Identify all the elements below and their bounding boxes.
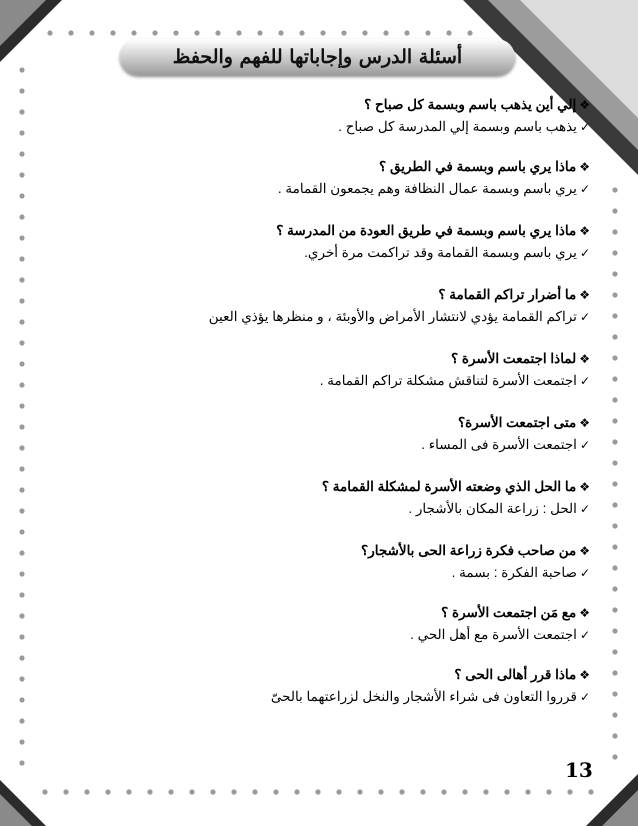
question-text: من صاحب فكرة زراعة الحى بالأشجار؟ bbox=[361, 543, 577, 558]
border-dot bbox=[483, 789, 488, 794]
border-dot bbox=[19, 550, 24, 555]
border-dot bbox=[612, 292, 617, 297]
border-dot bbox=[19, 508, 24, 513]
border-dot bbox=[612, 187, 617, 192]
question-line bbox=[60, 348, 590, 370]
answer-line bbox=[60, 624, 590, 646]
border-dot bbox=[19, 634, 24, 639]
border-dot bbox=[110, 30, 115, 35]
question-line bbox=[60, 540, 590, 562]
border-dot bbox=[19, 445, 24, 450]
border-dot bbox=[612, 544, 617, 549]
answer-text: الحل : زراعة المكان بالأشجار . bbox=[408, 501, 577, 516]
border-dot bbox=[152, 30, 157, 35]
border-dot bbox=[420, 789, 425, 794]
qa-item bbox=[60, 156, 590, 200]
border-dot bbox=[89, 30, 94, 35]
qa-item bbox=[60, 540, 590, 584]
question-text: مع مَن اجتمعت الأسرة ؟ bbox=[441, 605, 577, 620]
border-dot bbox=[294, 789, 299, 794]
checkmark-icon: ✓ bbox=[579, 182, 590, 196]
corner-decoration-bottom-left-inner bbox=[0, 794, 32, 826]
border-dot bbox=[194, 30, 199, 35]
border-dot bbox=[19, 739, 24, 744]
question-line bbox=[60, 156, 590, 178]
border-dot bbox=[357, 789, 362, 794]
border-dot bbox=[612, 355, 617, 360]
diamond-bullet-icon: ❖ bbox=[579, 352, 590, 366]
diamond-bullet-icon: ❖ bbox=[579, 416, 590, 430]
border-dot bbox=[210, 789, 215, 794]
border-dot bbox=[612, 334, 617, 339]
answer-line bbox=[60, 242, 590, 264]
diamond-bullet-icon: ❖ bbox=[579, 98, 590, 112]
qa-item bbox=[60, 348, 590, 392]
border-dot bbox=[612, 607, 617, 612]
checkmark-icon: ✓ bbox=[579, 502, 590, 516]
border-dot bbox=[612, 271, 617, 276]
border-dot bbox=[19, 235, 24, 240]
question-line bbox=[60, 220, 590, 242]
border-dot bbox=[612, 712, 617, 717]
border-dot bbox=[612, 481, 617, 486]
border-dot bbox=[341, 30, 346, 35]
checkmark-icon: ✓ bbox=[579, 438, 590, 452]
diamond-bullet-icon: ❖ bbox=[579, 288, 590, 302]
border-dot bbox=[19, 193, 24, 198]
qa-item bbox=[60, 284, 590, 328]
checkmark-icon: ✓ bbox=[579, 374, 590, 388]
border-dot bbox=[19, 88, 24, 93]
border-dot bbox=[383, 30, 388, 35]
border-dot bbox=[257, 30, 262, 35]
question-text: لماذا اجتمعت الأسرة ؟ bbox=[450, 351, 577, 366]
border-dot bbox=[63, 789, 68, 794]
border-dot bbox=[320, 30, 325, 35]
border-dot bbox=[612, 670, 617, 675]
corner-decoration-bottom-right-inner bbox=[602, 790, 638, 826]
question-text: ما الحل الذي وضعته الأسرة لمشكلة القمامة ؟ bbox=[321, 479, 577, 494]
diamond-bullet-icon: ❖ bbox=[579, 480, 590, 494]
question-text: ماذا يري باسم وبسمة في طريق العودة من المدرسة ؟ bbox=[276, 223, 577, 238]
border-dot bbox=[19, 151, 24, 156]
border-dot bbox=[425, 30, 430, 35]
checkmark-icon: ✓ bbox=[579, 690, 590, 704]
border-dot bbox=[126, 789, 131, 794]
border-dot bbox=[131, 30, 136, 35]
border-dot bbox=[19, 319, 24, 324]
checkmark-icon: ✓ bbox=[579, 246, 590, 260]
border-dot bbox=[612, 691, 617, 696]
page-number: 13 bbox=[565, 758, 593, 782]
border-dot bbox=[19, 760, 24, 765]
border-dot bbox=[231, 789, 236, 794]
border-dot bbox=[612, 250, 617, 255]
answer-text: صاحبة الفكرة : بسمة . bbox=[451, 565, 577, 580]
question-answer-list bbox=[60, 94, 590, 708]
border-dot bbox=[105, 789, 110, 794]
border-dot bbox=[19, 592, 24, 597]
question-text: متى اجتمعت الأسرة؟ bbox=[457, 415, 577, 430]
corner-decoration-top-left-inner bbox=[0, 0, 46, 46]
qa-item bbox=[60, 602, 590, 646]
border-dot bbox=[612, 523, 617, 528]
border-dot bbox=[462, 789, 467, 794]
border-dot bbox=[315, 789, 320, 794]
answer-text: اجتمعت الأسرة فى المساء . bbox=[421, 437, 577, 452]
border-dot bbox=[19, 613, 24, 618]
diamond-bullet-icon: ❖ bbox=[579, 544, 590, 558]
page-title: أسئلة الدرس وإجاباتها للفهم والحفظ bbox=[172, 46, 463, 68]
border-dot bbox=[612, 649, 617, 654]
diamond-bullet-icon: ❖ bbox=[579, 160, 590, 174]
answer-line bbox=[60, 434, 590, 456]
border-dot bbox=[19, 298, 24, 303]
answer-text: اجتمعت الأسرة مع أهل الحي . bbox=[410, 627, 577, 642]
border-dot bbox=[612, 376, 617, 381]
border-dot bbox=[504, 789, 509, 794]
answer-text: قرروا التعاون فى شراء الأشجار والنخل لزراعتهما بالحىّ bbox=[270, 689, 577, 704]
border-dot bbox=[84, 789, 89, 794]
question-line bbox=[60, 412, 590, 434]
answer-line bbox=[60, 370, 590, 392]
border-dot bbox=[19, 529, 24, 534]
border-dot bbox=[612, 313, 617, 318]
border-dot bbox=[19, 109, 24, 114]
answer-line bbox=[60, 178, 590, 200]
border-dot bbox=[19, 487, 24, 492]
border-dot bbox=[19, 697, 24, 702]
qa-item bbox=[60, 94, 590, 138]
border-dot bbox=[189, 789, 194, 794]
question-text: ما أضرار تراكم القمامة ؟ bbox=[438, 287, 577, 302]
answer-text: يذهب باسم وبسمة إلي المدرسة كل صباح . bbox=[338, 119, 577, 134]
checkmark-icon: ✓ bbox=[579, 628, 590, 642]
border-dot bbox=[215, 30, 220, 35]
diamond-bullet-icon: ❖ bbox=[579, 668, 590, 682]
border-dot bbox=[19, 655, 24, 660]
border-dot bbox=[525, 789, 530, 794]
border-dot bbox=[252, 789, 257, 794]
qa-item bbox=[60, 412, 590, 456]
border-dot bbox=[378, 789, 383, 794]
answer-text: تراكم القمامة يؤدي لانتشار الأمراض والأوبئة ، و منظرها يؤذي العين bbox=[208, 309, 577, 324]
border-dot bbox=[399, 789, 404, 794]
border-dot bbox=[362, 30, 367, 35]
border-dot bbox=[612, 754, 617, 759]
answer-line bbox=[60, 498, 590, 520]
diamond-bullet-icon: ❖ bbox=[579, 606, 590, 620]
border-dot bbox=[612, 586, 617, 591]
border-dot bbox=[273, 789, 278, 794]
border-dot bbox=[19, 361, 24, 366]
border-dot bbox=[19, 130, 24, 135]
border-dot bbox=[612, 229, 617, 234]
border-dot bbox=[612, 565, 617, 570]
border-dot bbox=[19, 571, 24, 576]
border-dot bbox=[147, 789, 152, 794]
checkmark-icon: ✓ bbox=[579, 310, 590, 324]
border-dot bbox=[612, 460, 617, 465]
border-dot bbox=[567, 789, 572, 794]
answer-text: يري باسم وبسمة القمامة وقد تراكمت مرة أخري. bbox=[304, 245, 577, 260]
qa-item bbox=[60, 220, 590, 264]
border-dot bbox=[19, 214, 24, 219]
title-banner bbox=[120, 39, 515, 75]
border-dot bbox=[612, 208, 617, 213]
diamond-bullet-icon: ❖ bbox=[579, 224, 590, 238]
border-dot bbox=[19, 382, 24, 387]
answer-line bbox=[60, 562, 590, 584]
border-dot bbox=[612, 733, 617, 738]
qa-item bbox=[60, 476, 590, 520]
border-dot bbox=[278, 30, 283, 35]
border-dot bbox=[336, 789, 341, 794]
question-line bbox=[60, 664, 590, 686]
border-dot bbox=[446, 30, 451, 35]
border-dot bbox=[546, 789, 551, 794]
qa-item bbox=[60, 664, 590, 708]
border-dot bbox=[19, 718, 24, 723]
border-dot bbox=[19, 466, 24, 471]
answer-line bbox=[60, 686, 590, 708]
answer-line bbox=[60, 306, 590, 328]
border-dot bbox=[19, 67, 24, 72]
border-dot bbox=[612, 439, 617, 444]
border-dot bbox=[441, 789, 446, 794]
border-dot bbox=[19, 424, 24, 429]
question-line bbox=[60, 284, 590, 306]
checkmark-icon: ✓ bbox=[579, 566, 590, 580]
border-dot bbox=[19, 403, 24, 408]
answer-text: يري باسم وبسمة عمال النظافة وهم يجمعون القمامة . bbox=[277, 181, 577, 196]
border-dot bbox=[68, 30, 73, 35]
answer-line bbox=[60, 116, 590, 138]
question-text: ماذا قرر أهالى الحى ؟ bbox=[454, 667, 577, 682]
border-dot bbox=[404, 30, 409, 35]
question-line bbox=[60, 476, 590, 498]
border-dot bbox=[19, 676, 24, 681]
question-line bbox=[60, 602, 590, 624]
border-dot bbox=[168, 789, 173, 794]
answer-text: اجتمعت الأسرة لتناقش مشكلة تراكم القمامة . bbox=[319, 373, 577, 388]
checkmark-icon: ✓ bbox=[579, 120, 590, 134]
border-dot bbox=[19, 172, 24, 177]
border-dot bbox=[236, 30, 241, 35]
border-dot bbox=[612, 397, 617, 402]
border-dot bbox=[19, 277, 24, 282]
question-text: ماذا يري باسم وبسمة في الطريق ؟ bbox=[379, 159, 577, 174]
border-dot bbox=[19, 256, 24, 261]
border-dot bbox=[19, 340, 24, 345]
border-dot bbox=[612, 502, 617, 507]
border-dot bbox=[612, 628, 617, 633]
border-dot bbox=[173, 30, 178, 35]
question-line bbox=[60, 94, 590, 116]
border-dot bbox=[299, 30, 304, 35]
border-dot bbox=[612, 418, 617, 423]
question-text: إلي أين يذهب باسم وبسمة كل صباح ؟ bbox=[364, 97, 577, 112]
